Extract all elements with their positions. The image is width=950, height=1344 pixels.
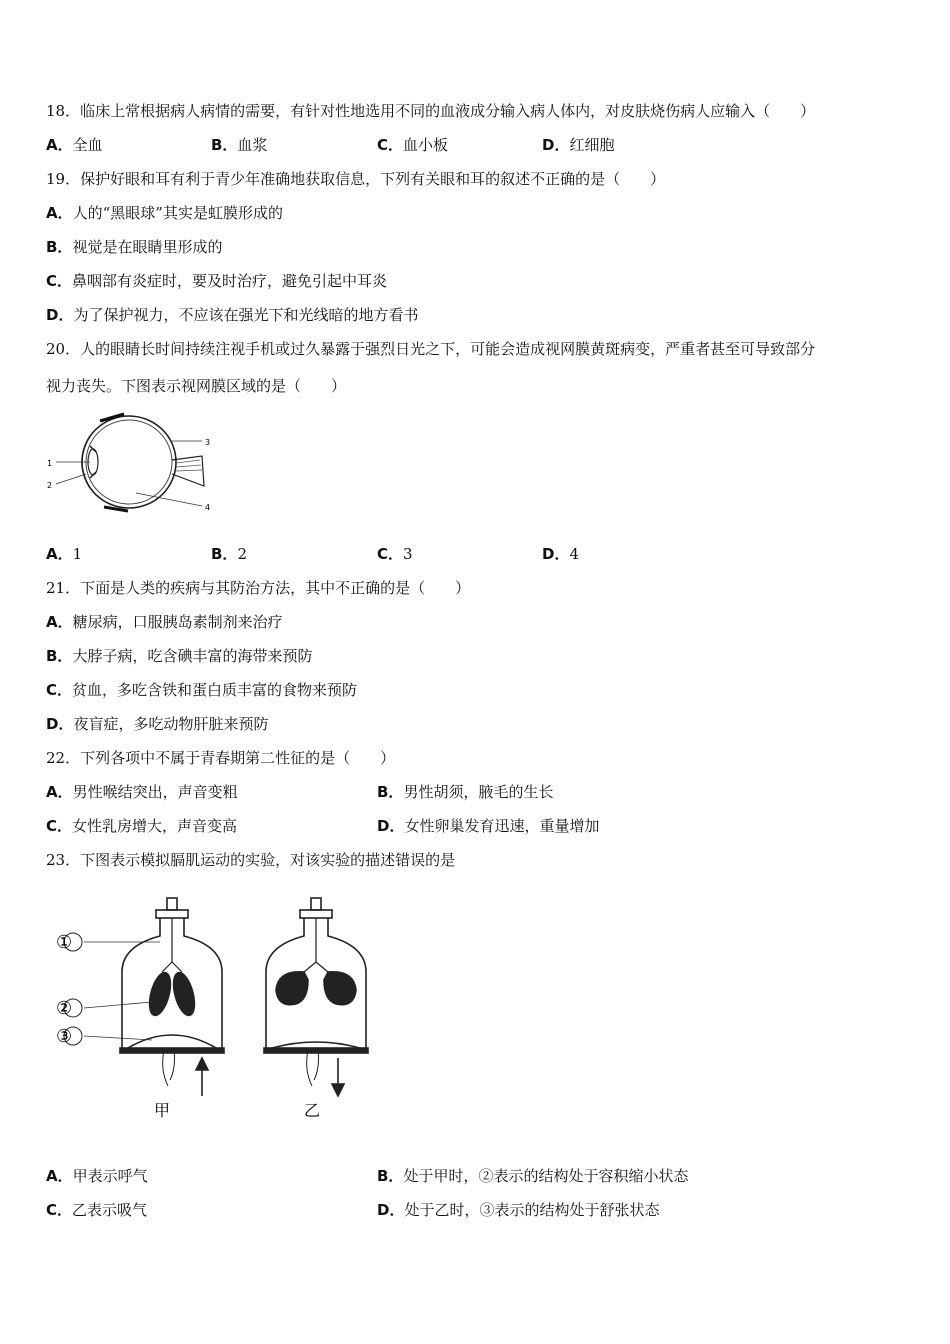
q18-option-a[interactable]: A．全血	[46, 136, 103, 154]
q22-option-b[interactable]: B．男性胡须，腋毛的生长	[377, 783, 554, 801]
q18-option-d[interactable]: D．红细胞	[542, 136, 615, 154]
q21-option-c[interactable]: C．贫血，多吃含铁和蛋白质丰富的食物来预防	[46, 681, 358, 699]
bell-jar-yi	[264, 898, 368, 1096]
marker-3: ③	[56, 1026, 73, 1047]
diaphragm-experiment-diagram	[56, 890, 376, 1130]
q21-option-d[interactable]: D．夜盲症，多吃动物肝脏来预防	[46, 715, 269, 733]
eye-label-2: 2	[47, 481, 53, 490]
q23-option-b[interactable]: B．处于甲时，②表示的结构处于容积缩小状态	[377, 1167, 689, 1185]
q22-option-d[interactable]: D．女性卵巢发育迅速，重量增加	[377, 817, 600, 835]
eye-label-1: 1	[47, 459, 53, 468]
caption-jia: 甲	[154, 1101, 171, 1120]
q21-option-b[interactable]: B．大脖子病，吃含碘丰富的海带来预防	[46, 647, 313, 665]
eye-label-3: 3	[205, 438, 211, 447]
q19-option-a[interactable]: A．人的“黑眼球”其实是虹膜形成的	[46, 204, 283, 222]
q22-option-c[interactable]: C．女性乳房增大，声音变高	[46, 817, 238, 835]
q23-stem: 23．下图表示模拟膈肌运动的实验，对该实验的描述错误的是	[46, 851, 456, 869]
q21-stem: 21．下面是人类的疾病与其防治方法，其中不正确的是（ ）	[46, 579, 471, 597]
marker-1: ①	[56, 932, 73, 953]
eye-label-4: 4	[205, 503, 211, 512]
q20-option-c[interactable]: C．3	[377, 545, 413, 563]
q22-stem: 22．下列各项中不属于青春期第二性征的是（ ）	[46, 749, 396, 767]
q23-option-d[interactable]: D．处于乙时，③表示的结构处于舒张状态	[377, 1201, 660, 1219]
eye-diagram	[44, 408, 219, 520]
q18-option-b[interactable]: B．血浆	[211, 136, 268, 154]
marker-2: ②	[56, 998, 73, 1019]
q19-stem: 19．保护好眼和耳有利于青少年准确地获取信息，下列有关眼和耳的叙述不正确的是（ ）	[46, 170, 666, 188]
q23-option-a[interactable]: A．甲表示呼气	[46, 1167, 148, 1185]
q20-stem-line1: 20．人的眼睛长时间持续注视手机或过久暴露于强烈日光之下，可能会造成视网膜黄斑病变，严重者甚至可导致部分	[46, 340, 816, 358]
q18-stem: 18．临床上常根据病人病情的需要，有针对性地选用不同的血液成分输入病人体内，对皮肤烧伤病人应输入（ ）	[46, 102, 816, 120]
q20-option-a[interactable]: A．1	[46, 545, 83, 563]
bell-jar-jia	[120, 898, 224, 1096]
q21-option-a[interactable]: A．糖尿病，口服胰岛素制剂来治疗	[46, 613, 283, 631]
caption-yi: 乙	[304, 1101, 321, 1120]
q20-stem-line2: 视力丧失。下图表示视网膜区域的是（ ）	[46, 377, 347, 395]
q19-option-b[interactable]: B．视觉是在眼睛里形成的	[46, 238, 223, 256]
q20-option-b[interactable]: B．2	[211, 545, 247, 563]
q22-option-a[interactable]: A．男性喉结突出，声音变粗	[46, 783, 238, 801]
q20-option-d[interactable]: D．4	[542, 545, 579, 563]
q19-option-c[interactable]: C．鼻咽部有炎症时，要及时治疗，避免引起中耳炎	[46, 272, 388, 290]
q19-option-d[interactable]: D．为了保护视力，不应该在强光下和光线暗的地方看书	[46, 306, 419, 324]
q23-option-c[interactable]: C．乙表示吸气	[46, 1201, 148, 1219]
q18-option-c[interactable]: C．血小板	[377, 136, 449, 154]
